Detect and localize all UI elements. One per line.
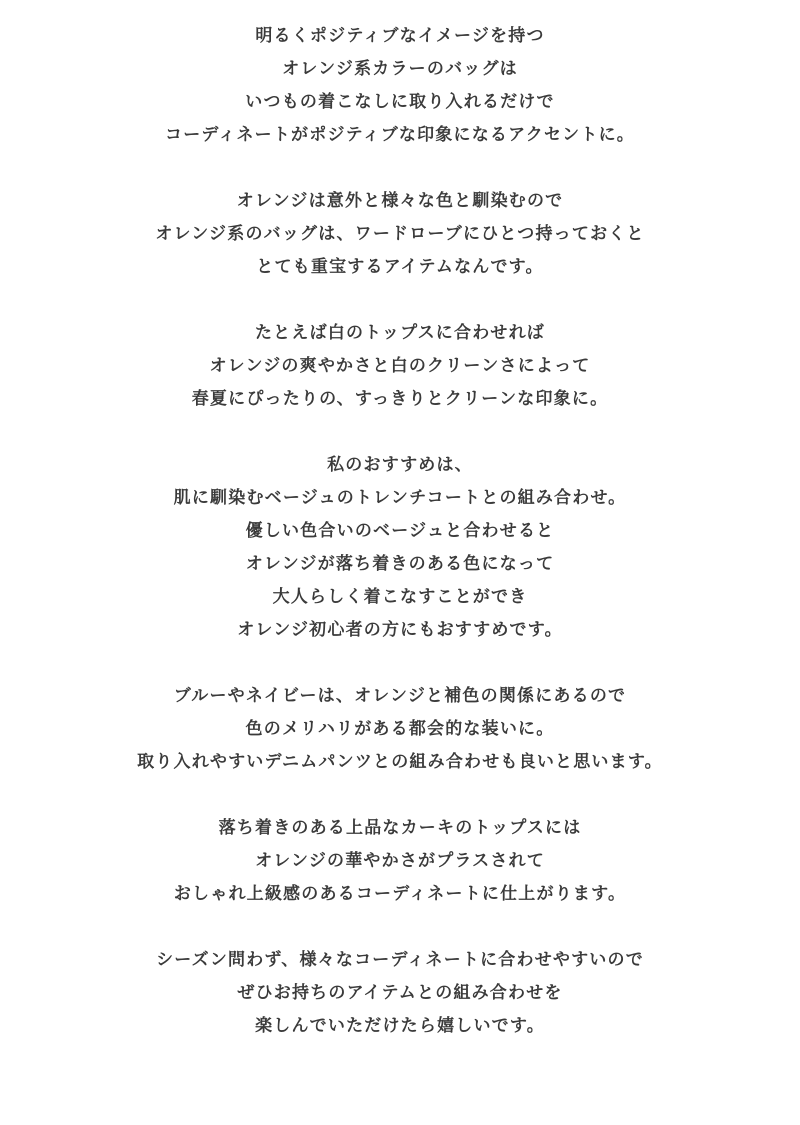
- text-line: オレンジ初心者の方にもおすすめです。: [237, 620, 563, 640]
- text-line: オレンジ系のバッグは、ワードローブにひとつ持っておくと: [155, 224, 645, 244]
- text-line: オレンジ系カラーのバッグは: [282, 59, 518, 79]
- paragraph-intro: [0, 20, 800, 152]
- text-line: コーディネートがポジティブな印象になるアクセントに。: [165, 125, 635, 145]
- text-line: オレンジが落ち着きのある色になって: [245, 554, 555, 574]
- text-line: とても重宝するアイテムなんです。: [256, 257, 544, 277]
- text-line: ブルーやネイビーは、オレンジと補色の関係にあるので: [173, 686, 627, 706]
- text-line: 明るくポジティブなイメージを持つ: [255, 26, 545, 46]
- text-line: 肌に馴染むベージュのトレンチコートとの組み合わせ。: [173, 488, 627, 508]
- paragraph-versatility: [0, 185, 800, 284]
- text-line: オレンジは意外と様々な色と馴染むので: [236, 191, 564, 211]
- text-line: 楽しんでいただけたら嬉しいです。: [255, 1016, 545, 1036]
- paragraph-blue-navy: [0, 680, 800, 779]
- paragraph-white-tops: [0, 317, 800, 416]
- paragraph-khaki-tops: [0, 812, 800, 911]
- text-line: おしゃれ上級感のあるコーディネートに仕上がります。: [173, 884, 627, 904]
- text-line: ぜひお持ちのアイテムとの組み合わせを: [237, 983, 563, 1003]
- text-line: シーズン問わず、様々なコーディネートに合わせやすいので: [156, 950, 644, 970]
- text-line: 春夏にぴったりの、すっきりとクリーンな印象に。: [191, 389, 609, 409]
- text-line: 私のおすすめは、: [327, 455, 473, 475]
- paragraph-closing: [0, 944, 800, 1043]
- text-line: たとえば白のトップスに合わせれば: [254, 323, 545, 343]
- text-line: オレンジの華やかさがプラスされて: [255, 851, 545, 871]
- paragraph-beige-coat: [0, 449, 800, 647]
- article-body: [0, 20, 800, 1076]
- text-line: 色のメリハリがある都会的な装いに。: [245, 719, 555, 739]
- text-line: 取り入れやすいデニムパンツとの組み合わせも良いと思います。: [137, 752, 663, 772]
- text-line: 優しい色合いのベージュと合わせると: [245, 521, 555, 541]
- text-line: オレンジの爽やかさと白のクリーンさによって: [209, 356, 591, 376]
- text-line: 大人らしく着こなすことができ: [272, 587, 528, 607]
- text-line: いつもの着こなしに取り入れるだけで: [245, 92, 555, 112]
- text-line: 落ち着きのある上品なカーキのトップスには: [218, 818, 582, 838]
